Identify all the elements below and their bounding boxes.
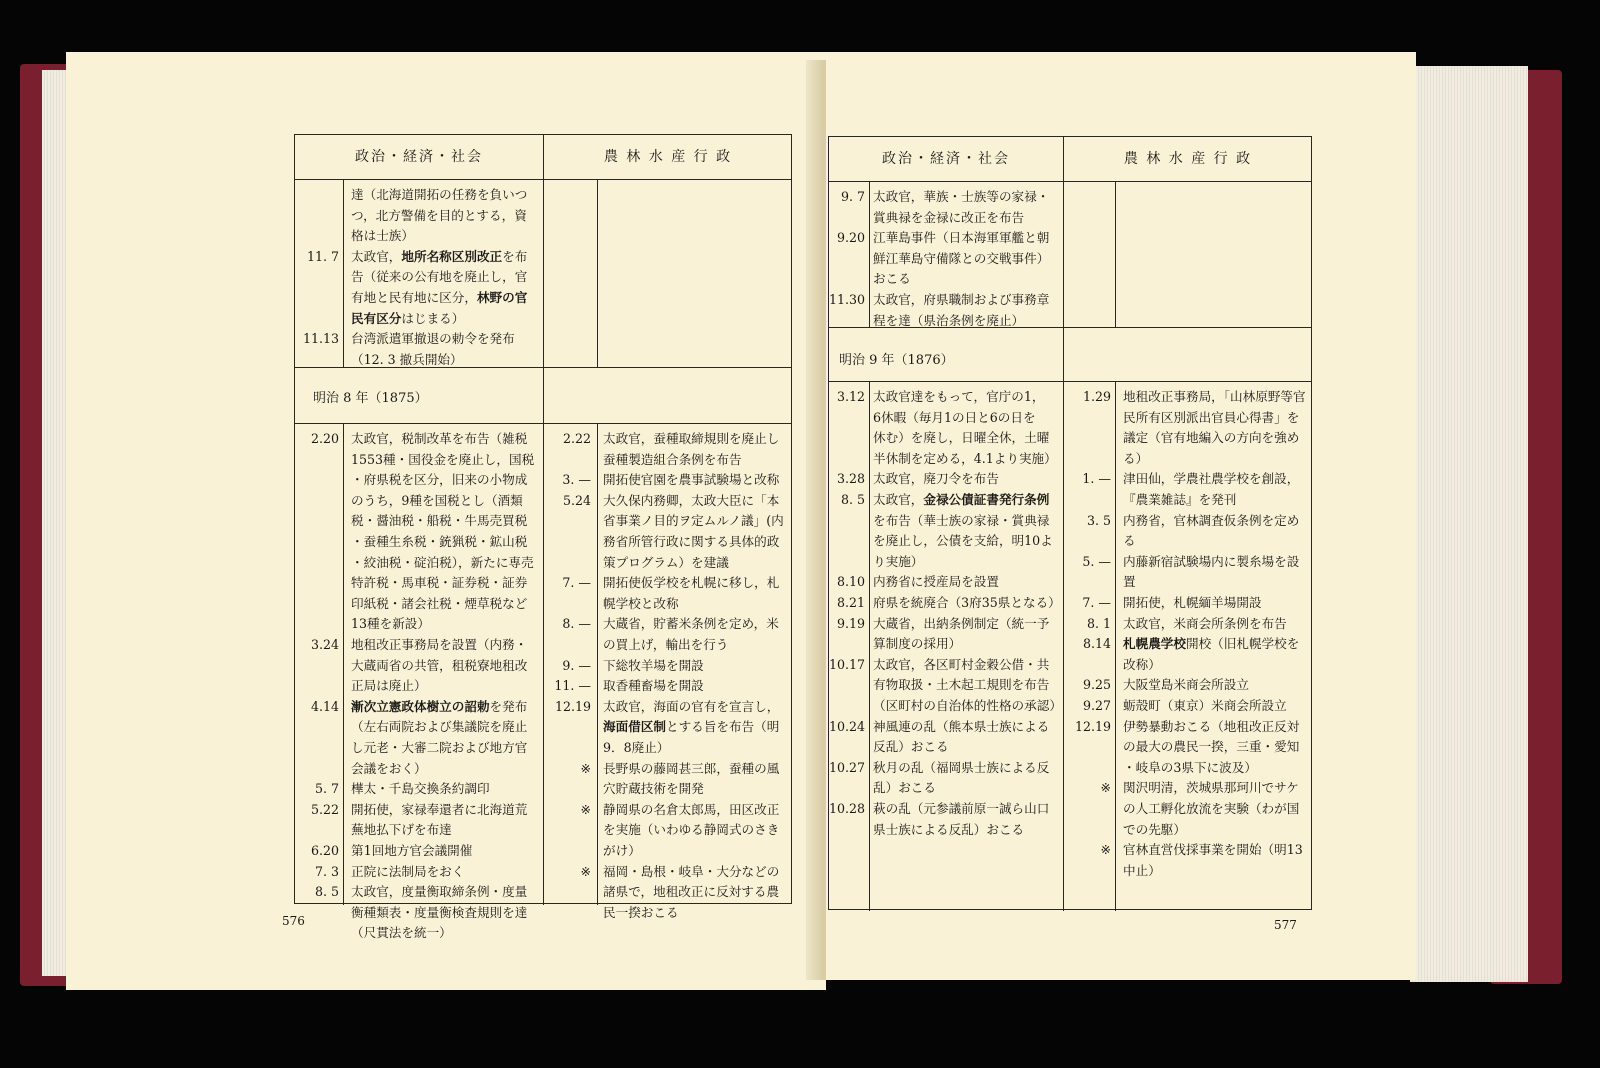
entry-text-line: 賞典禄を金禄に改正を布告 (873, 209, 1025, 225)
entry-text-line: （尺貫法を統一） (351, 925, 452, 941)
page-edges-right (1410, 66, 1528, 982)
entry-text-line: 衡種類表・度量衡検査規則を達 (351, 904, 528, 920)
entry-text-line: （12. 3 撤兵開始） (351, 351, 463, 367)
entry-date: 12.19 (554, 698, 591, 714)
entry-date: 9. — (562, 657, 591, 673)
entry-text-line: ・岐阜の3県下に波及） (1123, 759, 1257, 775)
entry-date: 10.28 (828, 801, 865, 816)
date-divider (1115, 381, 1116, 911)
entry-text-line: 反乱）おこる (873, 739, 949, 755)
entry-text-line: 省事業ノ目的ヲ定ムルノ議」(内 (603, 513, 784, 529)
entry-text-line: 江華島事件（日本海軍軍艦と朝 (873, 230, 1050, 246)
entry-date: 3. — (562, 472, 591, 488)
entry-text-line: 半休制を定める，4.1より実施） (873, 450, 1057, 466)
entry-text-line: 秋月の乱（福岡県士族による反 (873, 759, 1050, 775)
entry-text-line: 太政官，蚕種取締規則を廃止し (603, 431, 780, 446)
entry-date: 9. 7 (840, 189, 865, 204)
entry-text-line: 地租改正事務局，「山林原野等官 (1123, 389, 1306, 404)
entry-text-line: 県士族による反乱）おこる (873, 821, 1025, 837)
entry-text-line: 開拓使官園を農事試験場と改称 (603, 472, 780, 488)
entry-text-line: 萩の乱（元参議前原一誠ら山口 (873, 801, 1050, 816)
entry-date: 3.24 (310, 637, 339, 652)
left-chronology-table (294, 134, 792, 941)
entry-text-line: 穴貯蔵技術を開発 (603, 781, 704, 797)
entry-text-line: る） (1123, 450, 1149, 466)
entry-text-line: ・府県税を区分，旧来の小物成 (351, 472, 528, 488)
entry-text-line: の人工孵化放流を実験（わが国 (1123, 801, 1300, 816)
entry-text-line: を布告（華士族の家禄・賞典禄 (873, 512, 1050, 528)
date-divider (597, 423, 598, 905)
entry-text-line: 格は士族） (351, 228, 414, 244)
entry-text-line: 特許税・馬車税・証券税・証券 (351, 575, 528, 591)
entry-text-line: 太政官，度量衡取締条例・度量 (351, 884, 528, 900)
entry-date: 4.14 (310, 698, 339, 714)
entry-text-line: 1553種・国役金を廃止し，国税 (351, 451, 535, 467)
row-divider (829, 381, 1311, 382)
entry-text-line: 関沢明清，茨城県那珂川でサケ (1123, 780, 1299, 796)
entry-text-line: 13種を新設） (351, 616, 430, 632)
entry-date: 1.29 (1082, 389, 1111, 404)
entry-text-line: 民有区分はじまる） (351, 310, 465, 326)
entry-date: 5. 7 (314, 781, 339, 797)
entry-date: 10.17 (828, 656, 865, 672)
entry-text-line: 地租改正事務局を設置（内務・ (351, 637, 528, 652)
entry-date: 5.24 (562, 492, 591, 508)
entry-text-line: 休む）を廃し，日曜全休，土曜 (873, 430, 1050, 446)
entry-text-line: 程を達（県治条例を廃止） (873, 312, 1025, 328)
entry-date: ※ (1100, 780, 1111, 796)
entry-text-line: 太政官，華族・士族等の家禄・ (873, 189, 1050, 204)
date-divider (343, 423, 344, 905)
column-divider (543, 135, 544, 905)
entry-text-line: 太政官，米商会所条例を布告 (1123, 615, 1287, 631)
header-society: 政治・経済・社会 (882, 151, 1010, 167)
entry-date: 2.20 (310, 431, 339, 446)
entry-text-line: ・蚕種生糸税・銃猟税・鉱山税 (351, 534, 528, 549)
entry-text-line: での先駆） (1123, 821, 1186, 837)
entry-text-line: 太政官，金禄公債証書発行条例 (873, 492, 1050, 507)
entry-text-line: 諸県で，地租改正に反対する農 (603, 884, 780, 900)
entry-text-line: 開拓使，札幌緬羊場開設 (1123, 595, 1262, 610)
entry-date: 8. 5 (314, 884, 339, 900)
entry-text-line: 乱）おこる (873, 780, 936, 796)
entry-text-line: 長野県の藤岡甚三郎，蚕種の風 (603, 760, 780, 776)
entry-date: 9.19 (836, 615, 865, 631)
entry-date: 5. — (1082, 553, 1111, 569)
entry-text-line: 太政官，各区町村金穀公借・共 (873, 656, 1050, 672)
entry-date: ※ (580, 863, 591, 879)
entry-date: 10.27 (828, 759, 865, 775)
entry-date: ※ (580, 801, 591, 817)
entry-date: 11.13 (302, 331, 339, 347)
entry-text-line: 印紙税・諸会社税・煙草税など (351, 595, 528, 611)
entry-text-line: 神風連の乱（熊本県士族による (873, 718, 1050, 734)
date-divider (869, 181, 870, 327)
entry-text-line: 置 (1123, 574, 1136, 590)
page-number: 577 (1274, 918, 1297, 932)
year-label: 明治 8 年（1875） (313, 391, 428, 406)
entry-text-line: 太政官，廃刀令を布告 (873, 471, 999, 487)
entry-text-line: 官林直営伐採事業を開始（明13 (1123, 842, 1303, 858)
header-admin: 農 林 水 産 行 政 (1123, 151, 1253, 167)
header-society: 政治・経済・社会 (355, 149, 483, 165)
entry-text-line: 樺太・千島交換条約調印 (351, 781, 490, 797)
entry-date: 5.22 (310, 801, 339, 817)
entry-date: 8. — (562, 616, 591, 632)
entry-text-line: 告（従来の公有地を廃止し，官 (351, 269, 528, 285)
entry-text-line: 大蔵両省の共管，租税寮地租改 (351, 657, 528, 673)
column-divider (1063, 137, 1064, 911)
entry-text-line: 正局は廃止） (351, 678, 427, 694)
entry-text-line: 民所有区別派出官員心得書」を (1123, 409, 1300, 425)
entry-date: 7. 3 (314, 863, 339, 879)
header-admin: 農 林 水 産 行 政 (603, 149, 733, 165)
entry-date: 7. — (562, 575, 591, 591)
entry-text-line: 民一揆おこる (603, 904, 679, 920)
entry-text-line: 大蔵省，出納条例制定（統一予 (873, 615, 1050, 631)
entry-text-line: 務省所管行政に関する具体的政 (603, 534, 780, 549)
entry-date: 8. 1 (1086, 615, 1111, 631)
entry-date: 3. 5 (1086, 512, 1111, 528)
entry-text-line: 大阪堂島米商会所設立 (1123, 677, 1249, 693)
left-page (66, 52, 826, 990)
entry-date: 11.30 (828, 292, 865, 307)
entry-text-line: 福岡・島根・岐阜・大分などの (603, 863, 780, 879)
entry-date: 11. — (554, 678, 591, 694)
right-chronology-table (828, 136, 1312, 910)
entry-text-line: 太政官達をもって，官庁の1， (873, 389, 1045, 404)
entry-text-line: 鮮江華島守備隊との交戦事件） (873, 250, 1050, 266)
entry-date: ※ (1100, 842, 1111, 858)
entry-text-line: 伊勢暴動おこる（地租改正反対 (1123, 718, 1300, 734)
entry-text-line: 正院に法制局をおく (351, 863, 465, 879)
entry-text-line: のうち，9種を国税とし（酒類 (351, 492, 523, 508)
entry-text-line: 蚕種製造組合条例を布告 (603, 451, 742, 467)
date-divider (869, 381, 870, 911)
entry-text-line: 9．8廃止） (603, 740, 670, 755)
date-divider (343, 179, 344, 367)
entry-text-line: おこる (873, 271, 911, 287)
entry-text-line: （区町村の自治体的性格の承認） (873, 698, 1062, 713)
entry-text-line: 開拓使仮学校を札幌に移し，札 (603, 575, 780, 591)
row-divider (295, 423, 791, 424)
entry-text-line: を実施（いわゆる静岡式のさき (603, 822, 780, 838)
entry-text-line: の最大の農民一揆，三重・愛知 (1123, 739, 1300, 755)
entry-text-line: 札幌農学校開校（旧札幌学校を (1123, 636, 1300, 652)
year-label: 明治 9 年（1876） (839, 353, 954, 368)
entry-text-line: がけ） (603, 843, 641, 858)
date-divider (1115, 181, 1116, 327)
entry-date: 7. — (1082, 595, 1111, 610)
entry-text-line: 漸次立憲政体樹立の詔勅を発布 (351, 698, 528, 714)
entry-text-line: 太政官，税制改革を布告（雑税 (351, 431, 528, 446)
entry-date: 12.19 (1074, 718, 1111, 734)
entry-text-line: 開拓使，家禄奉還者に北海道荒 (351, 801, 528, 817)
entry-date: 8.14 (1082, 636, 1111, 652)
entry-text-line: 税・醤油税・船税・牛馬売買税 (351, 513, 528, 529)
entry-text-line: （左右両院および集議院を廃止 (351, 719, 528, 735)
entry-text-line: を廃止し，公債を支給，明10よ (873, 533, 1053, 549)
entry-text-line: 内藤新宿試験場内に製糸場を設 (1123, 553, 1300, 569)
entry-text-line: 大蔵省，貯蓄米条例を定め，米 (603, 616, 779, 632)
entry-text-line: ・絞油税・碇泊税），新たに専売 (351, 554, 534, 570)
entry-date: 11. 7 (306, 248, 339, 264)
entry-date: 9.20 (836, 230, 865, 246)
entry-date: 8.21 (836, 595, 865, 610)
entry-text-line: 津田仙，学農社農学校を創設， (1123, 471, 1300, 487)
entry-text-line: り実施） (873, 553, 924, 569)
entry-text-line: 下総牧羊場を開設 (603, 657, 704, 673)
entry-date: 9.25 (1082, 677, 1111, 693)
entry-text-line: 有物取扱・土木起工規則を布告 (873, 677, 1050, 693)
page-number: 576 (282, 914, 305, 928)
entry-text-line: 内務省に授産局を設置 (873, 574, 999, 590)
entry-date: 3.28 (836, 471, 865, 487)
entry-text-line: 取香種畜場を開設 (603, 678, 704, 694)
entry-date: 8.10 (836, 574, 865, 590)
entry-date: 2.22 (562, 431, 591, 446)
entry-text-line: 議定（官有地編入の方向を強め (1123, 430, 1300, 446)
table-header (829, 137, 1311, 182)
entry-text-line: し元老・大審二院および地方官 (351, 740, 528, 755)
entry-text-line: 算制度の採用） (873, 636, 962, 652)
entry-text-line: 台湾派遣軍撤退の勅令を発布 (351, 331, 515, 347)
entry-text-line: 6休暇（毎月1の日と6の日を (873, 409, 1036, 425)
entry-text-line: 蛎殻町（東京）米商会所設立 (1123, 698, 1287, 713)
entry-text-line: の買上げ，輸出を行う (603, 637, 729, 652)
entry-date: ※ (580, 760, 591, 776)
entry-text-line: 海面借区制とする旨を布告（明 (603, 719, 780, 735)
entry-text-line: 『農業雑誌』を発刊 (1123, 492, 1237, 507)
entry-text-line: 改称） (1123, 656, 1161, 672)
right-page (826, 52, 1416, 980)
entry-text-line: 太政官，地所名称区別改正を布 (351, 248, 528, 264)
entry-date: 8. 5 (840, 492, 865, 507)
entry-text-line: 内務省，官林調査仮条例を定め (1123, 512, 1300, 528)
entry-date: 10.24 (828, 718, 865, 734)
entry-text-line: つ，北方警備を目的とする，資 (351, 207, 527, 223)
entry-date: 3.12 (836, 389, 865, 404)
entry-text-line: 太政官，海面の官有を宣言し， (603, 698, 780, 714)
entry-text-line: 達（北海道開拓の任務を負いつ (351, 187, 528, 202)
entry-text-line: 幌学校と改称 (603, 595, 679, 611)
entry-text-line: 会議をおく） (351, 760, 427, 776)
date-divider (597, 179, 598, 367)
entry-date: 9.27 (1082, 698, 1111, 713)
entry-text-line: 第1回地方官会議開催 (351, 843, 473, 858)
entry-text-line: 静岡県の名倉太郎馬，田区改正 (603, 801, 780, 817)
entry-date: 1. — (1082, 471, 1111, 487)
entry-text-line: 太政官，府県職制および事務章 (873, 292, 1050, 307)
entry-text-line: 中止） (1123, 862, 1161, 878)
entry-text-line: 大久保内務卿，太政大臣に「本 (603, 492, 780, 508)
entry-text-line: 蕪地払下げを布達 (351, 822, 452, 838)
entry-text-line: 有地と民有地に区分，林野の官 (351, 290, 528, 305)
entry-text-line: 府県を統廃合（3府35県となる） (873, 595, 1061, 610)
entry-date: 6.20 (310, 843, 339, 858)
entry-text-line: 策プログラム）を建議 (603, 554, 729, 570)
entry-text-line: る (1123, 533, 1136, 549)
